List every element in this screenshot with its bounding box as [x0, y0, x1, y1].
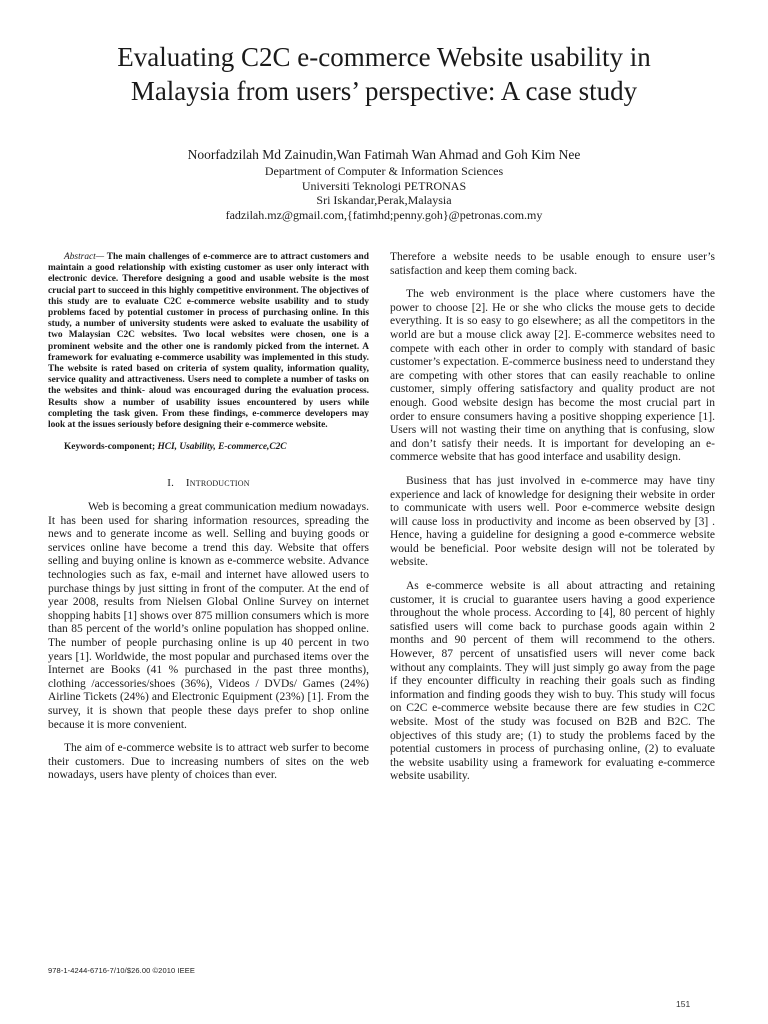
- affiliation-block: [60, 164, 708, 222]
- paper-title: [40, 40, 728, 108]
- author-list: Noorfadzilah Md Zainudin,Wan Fatimah Wan Ahmad and Goh Kim Nee: [187, 147, 581, 162]
- right-paragraph-1: Therefore a website needs to be usable enough to ensure user’s satisfaction and keep them coming back.: [390, 251, 715, 277]
- section-number: I.: [167, 477, 175, 490]
- section-heading-introduction: [48, 477, 369, 491]
- abstract-text: The main challenges of e-commerce are to attract customers and maintain a good relationship with existing customer as user only interact with electronic device. Therefore designing a good and usable website is the most crucial part to succeed in this highly competitive environment. The objectives of this study are to evaluate C2C e-commerce website usability and to study problems faced by potential customer in process of purchasing online. In this study, a number of university students were asked to evaluate the usability of two Malaysian C2C websites. Two local websites were chosen, one is a prominent website and the other one is randomly picked from the internet. A framework for evaluating e-commerce usability was implemented in this study. The website is rated based on criteria of system quality, information quality, service quality and attractiveness. Users need to complete a number of tasks on the websites and think- aloud was encouraged during the evaluation process. Results show a number of usability issues encountered by users while completing the task given. From these findings, e-commerce developers may look at the issues seriously before designing their e-commerce website.: [48, 252, 369, 431]
- title-line-2: Malaysia from users’ perspective: A case study: [130, 76, 638, 106]
- affiliation-location: Sri Iskandar,Perak,Malaysia: [316, 193, 452, 207]
- intro-paragraph-2: The aim of e-commerce website is to attract web surfer to become their customers. Due to increasing numbers of sites on the web nowadays, users have plenty of choices than ever.: [48, 742, 369, 782]
- page-number: 151: [676, 999, 691, 1009]
- abstract: [48, 252, 369, 431]
- left-column: [48, 252, 369, 793]
- intro-paragraph-1: Web is becoming a great communication medium nowadays. It has been used for sharing information resources, spreading the news and to generate income as well. Selling and buying goods or services online have become a trend this day. Website that offers selling and buying online is known as e-commerce website. Advance technologies such as fax, e-mail and internet have allowed users to purchase things by just sitting in front of the computer. At the end of year 2008, results from Nielsen Global Online Survey on internet shopping habits [1] shows over 875 million consumers which is more than 85 percent of the world’s online population has shopped online. The number of people purchasing online is up 40 percent in two years [1]. Worldwide, the most popular and purchased items over the Internet are Books (41 % purchased in the past three months), clothing /accessories/shoes (36%), Videos / DVDs/ Games (24%) Airline Tickets (24%) and Electronic Equipment (23%) [1]. From the survey, it is shown that people these days prefer to shop online because it is more convenient.: [48, 501, 369, 731]
- right-column: [390, 251, 715, 794]
- affiliation-emails: fadzilah.mz@gmail.com,{fatimhd;penny.goh}@petronas.com.my: [225, 207, 543, 222]
- right-paragraph-3: Business that has just involved in e-commerce may have tiny experience and lack of knowledge for designing their website in order to communicate with users well. Poor e-commerce website design will cause loss in productivity and income as been observed by [3] . Hence, having a guideline for designing a good e-commerce website would be beneficial. Poor website design will not be tolerated by website.: [390, 474, 715, 569]
- keywords-values: HCI, Usability, E-commerce,C2C: [157, 442, 287, 453]
- abstract-lead: Abstract—: [64, 252, 105, 262]
- affiliation-university: Universiti Teknologi PETRONAS: [301, 178, 467, 193]
- right-paragraph-2: The web environment is the place where customers have the power to choose [2]. He or she who clicks the mouse gets to decide everything. It is so easy to go elsewhere; as all the competitors in the world are but a mouse click away [2]. E-commerce websites need to compete with each other in order to comply with standard of basic customer’s expectation. E-commerce business need to understand they are competing with other stores that can easily reachable to online customer, simply offering satisfactory and quality product are not enough. Good website design has become the most crucial part in order to ensure consumers having a positive shopping experience [1]. Users will not wasting their time on anything that is confusing, slow and don’t satisfy their needs. It is important for developing an e-commerce website that has good interface and usability design.: [390, 288, 715, 464]
- affiliation-department: Department of Computer & Information Sciences: [264, 164, 504, 178]
- copyright-notice: 978-1-4244-6716-7/10/$26.00 ©2010 IEEE: [48, 966, 195, 975]
- right-paragraph-4: As e-commerce website is all about attracting and retaining customer, it is crucial to guarantee users having a good experience throughout the whole process. According to [4], 80 percent of highly satisfied users will come back to purchase goods again within 2 months and 90 percent of them will recommend to the others. However, 87 percent of unsatisfied users will never come back without any complaints. They will just simply go away from the page if they encounter difficulty in reaching their goals such as finding information and finding goods they wish to buy. This study will focus on C2C e-commerce website because there are few studies in C2C website. Most of the study was focused on B2B and B2C. The objectives of this study are; (1) to study the problems faced by the potential customers in process of purchasing online, (2) to evaluate the website usability using a framework for evaluating e-commerce website usability.: [390, 580, 715, 783]
- title-line-1: Evaluating C2C e-commerce Website usability in: [117, 42, 651, 72]
- keywords-label: Keywords-component;: [64, 442, 158, 453]
- section-title: Introduction: [185, 477, 250, 490]
- keywords: [48, 442, 369, 453]
